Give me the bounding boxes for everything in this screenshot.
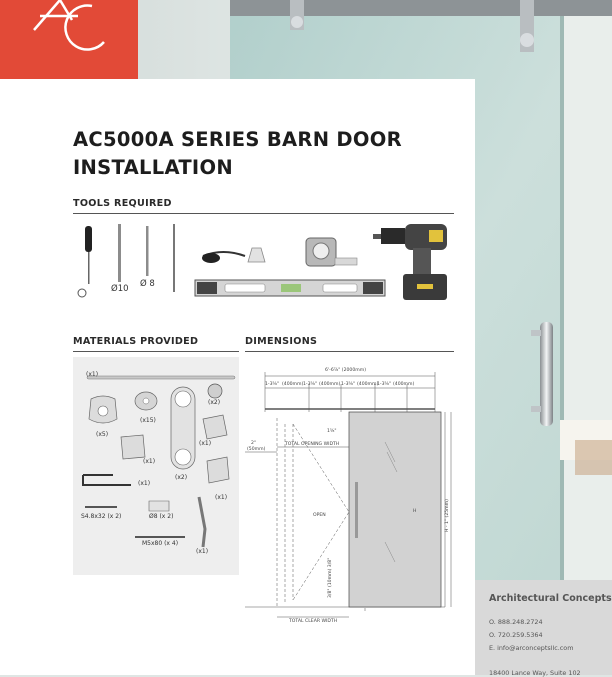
page-title: AC5000A SERIES BARN DOOR INSTALLATION (73, 128, 402, 179)
materials-heading: MATERIALS PROVIDED (73, 336, 199, 347)
seg-label-6: (400mm) (357, 382, 379, 387)
drill-bit-8-label: Ø 8 (140, 279, 155, 289)
materials-divider (73, 351, 239, 352)
track-rail-icon (87, 376, 235, 379)
washer-qty: (x15) (140, 417, 156, 424)
seg-label-8: (400mm) (393, 382, 415, 387)
side-label: 2" (251, 441, 257, 446)
wall-plug-icon (149, 501, 169, 511)
hex-key-icon (83, 475, 131, 485)
contact-box (475, 580, 612, 675)
guide-qty: (x1) (215, 494, 228, 501)
total-clear-label: TOTAL CLEAR WIDTH (289, 619, 338, 624)
drill-bit-10-label: Ø10 (111, 284, 129, 294)
seg-label-3: 1-3⅝" (303, 382, 318, 387)
stopper-qty: (x1) (199, 440, 212, 447)
top-gap-label: 1⅝" (327, 429, 337, 434)
screw-label: S4.8x32 (x 2) (81, 513, 122, 520)
seg-label-4: (400mm) (319, 382, 341, 387)
roller-qty: (x2) (175, 474, 188, 481)
height-label: H - 1" (25mm) (445, 499, 450, 532)
bolt-label: M5x80 (x 4) (142, 540, 179, 547)
seg-label-1: 1-3⅝" (265, 382, 280, 387)
chalk-line-icon (202, 248, 265, 263)
spirit-level-icon (195, 280, 385, 296)
tools-illustration (73, 218, 454, 303)
rail-length-label: 6'-6⅞" (2000mm) (325, 368, 367, 373)
pencil-icon (173, 224, 175, 292)
plug-label: Ø8 (x 2) (149, 513, 174, 520)
drill-bit-8-icon (146, 226, 149, 276)
cap-qty: (x2) (208, 399, 221, 406)
dimensions-heading: DIMENSIONS (245, 336, 318, 347)
dimension-drawing (245, 362, 457, 630)
bracket-icon (121, 435, 145, 459)
side-mm-label: (50mm) (247, 447, 266, 452)
seg-label-7: 1-3⅝" (377, 382, 392, 387)
anchor-icon (199, 497, 205, 547)
rail-qty: (x1) (86, 371, 99, 378)
anchor-qty: (x1) (196, 548, 209, 555)
email-link[interactable]: E. info@arconceptsllc.com (489, 644, 574, 652)
seg-label-2: (400mm) (282, 382, 304, 387)
company-logo (0, 0, 138, 80)
address: 18400 Lance Way, Suite 102 (489, 669, 581, 677)
floor-guide-icon (207, 457, 229, 483)
door-panel (349, 412, 441, 607)
key-qty: (x1) (138, 480, 151, 487)
company-name: Architectural Concepts (489, 593, 612, 604)
tools-heading: TOOLS REQUIRED (73, 198, 172, 209)
office-phone-2: O. 720.259.5364 (489, 631, 543, 639)
bracket-qty: (x1) (143, 458, 156, 465)
dimensions-divider (245, 351, 454, 352)
stopper-icon (203, 415, 227, 439)
hanger-qty: (x5) (96, 431, 109, 438)
open-label: OPEN (313, 513, 326, 518)
end-cap-icon (208, 384, 222, 398)
total-opening-label: TOTAL OPENING WIDTH (285, 442, 340, 447)
screwdriver-icon (78, 226, 92, 297)
h-mark: H (413, 509, 417, 514)
drill-bit-10-icon (118, 224, 121, 282)
logo-mark (0, 0, 138, 80)
tools-divider (73, 213, 454, 214)
seg-label-5: 1-3⅝" (341, 382, 356, 387)
tape-measure-icon (306, 238, 357, 266)
bottom-gap-label: 3/8" (10mm) 3/8" (328, 557, 333, 598)
office-phone: O. 888.248.2724 (489, 618, 543, 626)
